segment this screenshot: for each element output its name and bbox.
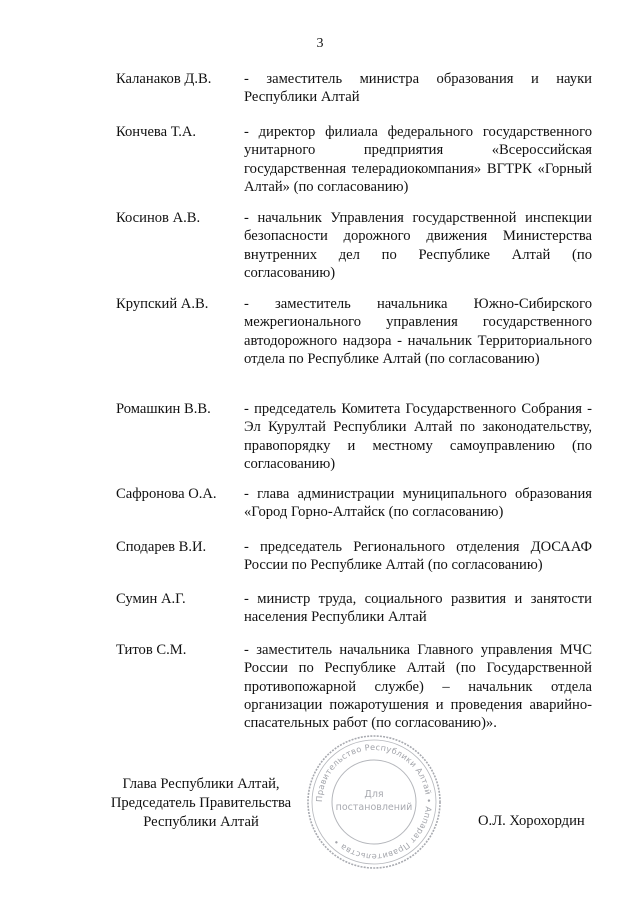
list-item: [116, 538, 592, 575]
stamp-center-text: постановлений: [335, 802, 413, 813]
signatory-title-line: Глава Республики Алтай,: [122, 776, 280, 792]
member-position: - глава администрации муниципального образования «Город Горно-Алтайск (по согласованию): [244, 486, 592, 521]
list-item: [116, 590, 592, 627]
list-item: [116, 209, 592, 282]
list-item: [116, 485, 592, 522]
member-position: - заместитель министра образования и науки Республики Алтай: [244, 71, 592, 106]
signatory-title-line: Председатель Правительства: [110, 795, 292, 811]
member-name: Ромашкин В.В.: [116, 401, 211, 417]
member-position: - председатель Регионального отделения ДОСААФ России по Республике Алтай (по согласованию): [244, 539, 592, 574]
member-name: Крупский А.В.: [116, 296, 209, 312]
list-item: [116, 123, 592, 196]
member-position: - заместитель начальника Главного управления МЧС России по Республике Алтай (по Государственной противопожарной службе) – начальник отдела организации пожаротушения и проведения аварийно-спасательных работ (по согласованию)».: [244, 642, 592, 732]
member-name: Сафронова О.А.: [116, 486, 217, 502]
list-item: [116, 641, 592, 732]
member-name: Косинов А.В.: [116, 210, 201, 226]
list-item: [116, 295, 592, 368]
member-position: - директор филиала федерального государственного унитарного предприятия «Всероссийская государственная телерадиокомпания» ВГТРК «Горный Алтай» (по согласованию): [244, 124, 592, 195]
signatory-title-line: Республики Алтай: [143, 814, 259, 830]
member-name: Сподарев В.И.: [116, 539, 207, 555]
official-seal-stamp: [303, 731, 445, 873]
member-position: - заместитель начальника Южно-Сибирского межрегионального управления государственного автодорожного надзора - начальник Территориального отдела по Республике Алтай (по согласованию): [244, 296, 592, 367]
member-position: - председатель Комитета Государственного Собрания - Эл Курултай Республики Алтай по законодательству, правопорядку и местному самоуправлению (по согласованию): [244, 401, 592, 472]
member-name: Титов С.М.: [116, 642, 187, 658]
member-position: - министр труда, социального развития и занятости населения Республики Алтай: [244, 591, 592, 626]
member-position: - начальник Управления государственной инспекции безопасности дорожного движения Министерства внутренних дел по Республике Алтай (по согласованию): [244, 210, 592, 281]
page-number: 3: [316, 36, 324, 51]
list-item: [116, 70, 592, 107]
stamp-center-text: Для: [364, 789, 384, 800]
list-item: [116, 400, 592, 473]
member-name: Каланаков Д.В.: [116, 71, 212, 87]
stamp-ring-text: Правительство Республики Алтай • Аппарат Правительства •: [313, 741, 435, 863]
member-name: Сумин А.Г.: [116, 591, 186, 607]
signer-name: О.Л. Хорохордин: [478, 813, 585, 829]
signatory-title: [96, 775, 306, 832]
member-name: Кончева Т.А.: [116, 124, 197, 140]
